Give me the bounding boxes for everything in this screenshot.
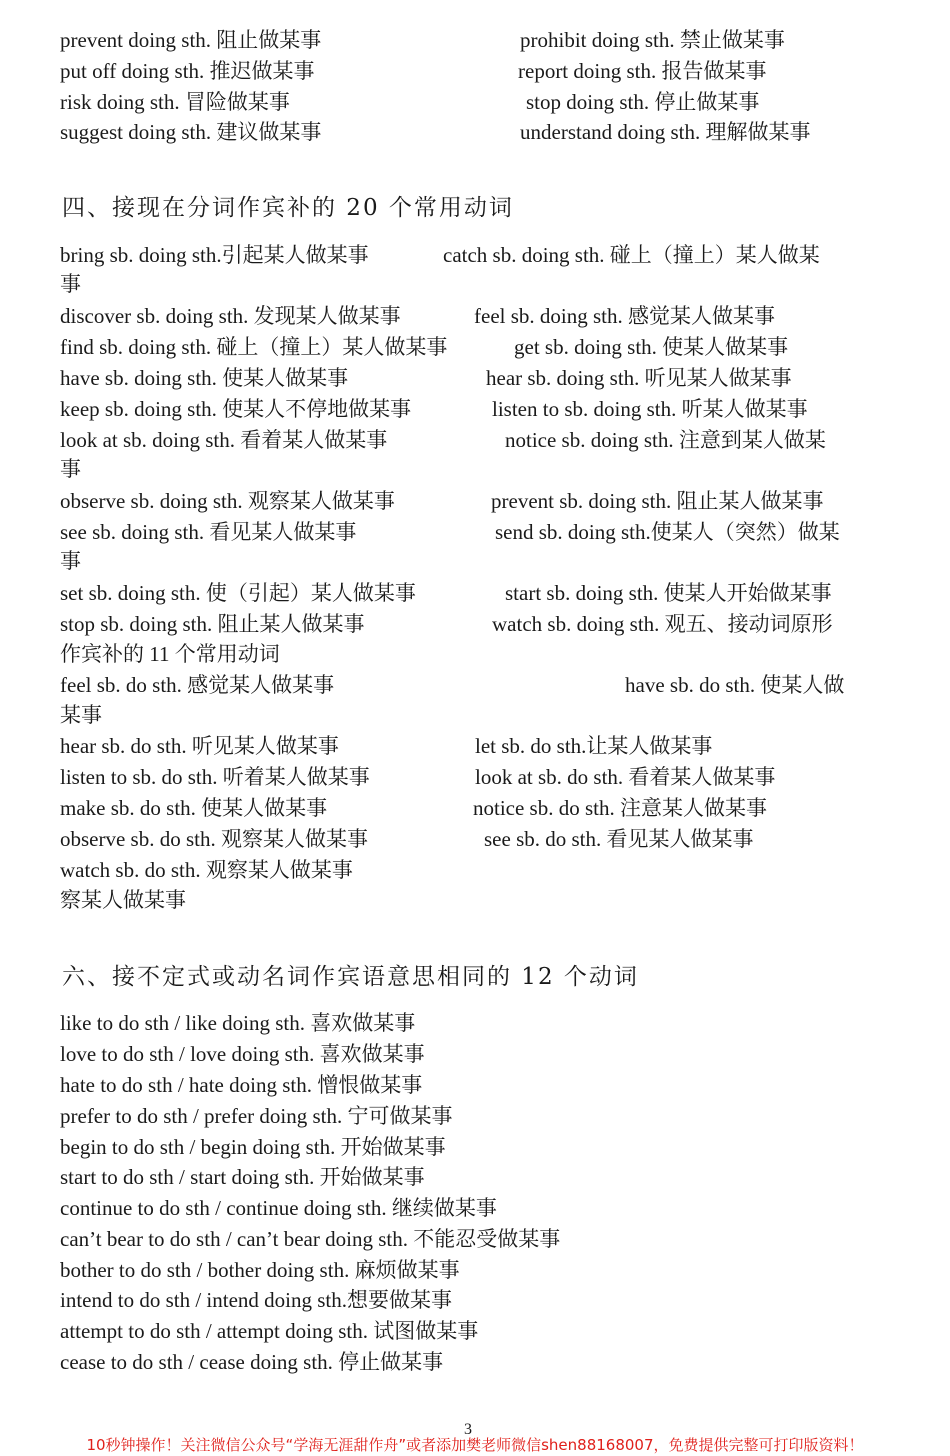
phrase-item: bother to do sth / bother doing sth. 麻烦做某事 [60, 1258, 460, 1282]
phrase-item: 作宾补的 11 个常用动词 [60, 642, 280, 666]
phrase-item: put off doing sth. 推迟做某事 [60, 59, 315, 83]
phrase-item: send sb. doing sth.使某人（突然）做某 [495, 520, 840, 544]
phrase-item: see sb. do sth. 看见某人做某事 [484, 827, 754, 851]
phrase-item: notice sb. doing sth. 注意到某人做某 [505, 428, 826, 452]
phrase-item: prefer to do sth / prefer doing sth. 宁可做某事 [60, 1104, 453, 1128]
phrase-item: listen to sb. do sth. 听着某人做某事 [60, 765, 370, 789]
phrase-item: start sb. doing sth. 使某人开始做某事 [505, 581, 832, 605]
phrase-item: 事 [60, 272, 81, 296]
phrase-item: 事 [60, 549, 81, 573]
phrase-item: catch sb. doing sth. 碰上（撞上）某人做某 [443, 243, 820, 267]
phrase-item: find sb. doing sth. 碰上（撞上）某人做某事 [60, 335, 448, 359]
phrase-item: have sb. do sth. 使某人做 [625, 673, 845, 697]
phrase-item: continue to do sth / continue doing sth. 继续做某事 [60, 1196, 497, 1220]
phrase-item: prevent sb. doing sth. 阻止某人做某事 [491, 489, 824, 513]
phrase-item: stop doing sth. 停止做某事 [526, 90, 760, 114]
phrase-item: notice sb. do sth. 注意某人做某事 [473, 796, 767, 820]
phrase-item: observe sb. doing sth. 观察某人做某事 [60, 489, 395, 513]
phrase-item: feel sb. doing sth. 感觉某人做某事 [474, 304, 775, 328]
section-heading: 六、接不定式或动名词作宾语意思相同的 12 个动词 [62, 964, 639, 990]
phrase-item: risk doing sth. 冒险做某事 [60, 90, 290, 114]
page-number: 3 [464, 1421, 472, 1438]
phrase-item: feel sb. do sth. 感觉某人做某事 [60, 673, 335, 697]
section-heading: 四、接现在分词作宾补的 20 个常用动词 [62, 195, 514, 221]
phrase-item: start to do sth / start doing sth. 开始做某事 [60, 1165, 425, 1189]
phrase-item: watch sb. do sth. 观察某人做某事 [60, 858, 353, 882]
phrase-item: understand doing sth. 理解做某事 [520, 120, 811, 144]
phrase-item: intend to do sth / intend doing sth.想要做某事 [60, 1288, 452, 1312]
phrase-item: attempt to do sth / attempt doing sth. 试图做某事 [60, 1319, 479, 1343]
phrase-item: keep sb. doing sth. 使某人不停地做某事 [60, 397, 412, 421]
phrase-item: listen to sb. doing sth. 听某人做某事 [492, 397, 808, 421]
phrase-item: hear sb. doing sth. 听见某人做某事 [486, 366, 792, 390]
phrase-item: watch sb. doing sth. 观五、接动词原形 [492, 612, 833, 636]
footer-banner: 10秒钟操作！关注微信公众号“学海无涯甜作舟”或者添加樊老师微信shen88168007，免费提供完整可打印版资料！ [86, 1436, 864, 1454]
phrase-item: look at sb. do sth. 看着某人做某事 [475, 765, 776, 789]
phrase-item: hate to do sth / hate doing sth. 憎恨做某事 [60, 1073, 423, 1097]
phrase-item: bring sb. doing sth.引起某人做某事 [60, 243, 369, 267]
phrase-item: let sb. do sth.让某人做某事 [475, 734, 713, 758]
phrase-item: prohibit doing sth. 禁止做某事 [520, 28, 785, 52]
phrase-item: discover sb. doing sth. 发现某人做某事 [60, 304, 401, 328]
phrase-item: stop sb. doing sth. 阻止某人做某事 [60, 612, 365, 636]
phrase-item: prevent doing sth. 阻止做某事 [60, 28, 322, 52]
phrase-item: can’t bear to do sth / can’t bear doing sth. 不能忍受做某事 [60, 1227, 561, 1251]
phrase-item: 察某人做某事 [60, 888, 186, 912]
phrase-item: report doing sth. 报告做某事 [518, 59, 767, 83]
phrase-item: observe sb. do sth. 观察某人做某事 [60, 827, 368, 851]
phrase-item: have sb. doing sth. 使某人做某事 [60, 366, 349, 390]
phrase-item: hear sb. do sth. 听见某人做某事 [60, 734, 339, 758]
phrase-item: make sb. do sth. 使某人做某事 [60, 796, 328, 820]
phrase-item: set sb. doing sth. 使（引起）某人做某事 [60, 581, 416, 605]
phrase-item: 事 [60, 457, 81, 481]
phrase-item: love to do sth / love doing sth. 喜欢做某事 [60, 1042, 425, 1066]
phrase-item: 某事 [60, 703, 102, 727]
phrase-item: get sb. doing sth. 使某人做某事 [514, 335, 789, 359]
phrase-item: like to do sth / like doing sth. 喜欢做某事 [60, 1011, 416, 1035]
phrase-item: begin to do sth / begin doing sth. 开始做某事 [60, 1135, 446, 1159]
phrase-item: suggest doing sth. 建议做某事 [60, 120, 322, 144]
phrase-item: look at sb. doing sth. 看着某人做某事 [60, 428, 388, 452]
phrase-item: cease to do sth / cease doing sth. 停止做某事 [60, 1350, 444, 1374]
phrase-item: see sb. doing sth. 看见某人做某事 [60, 520, 357, 544]
